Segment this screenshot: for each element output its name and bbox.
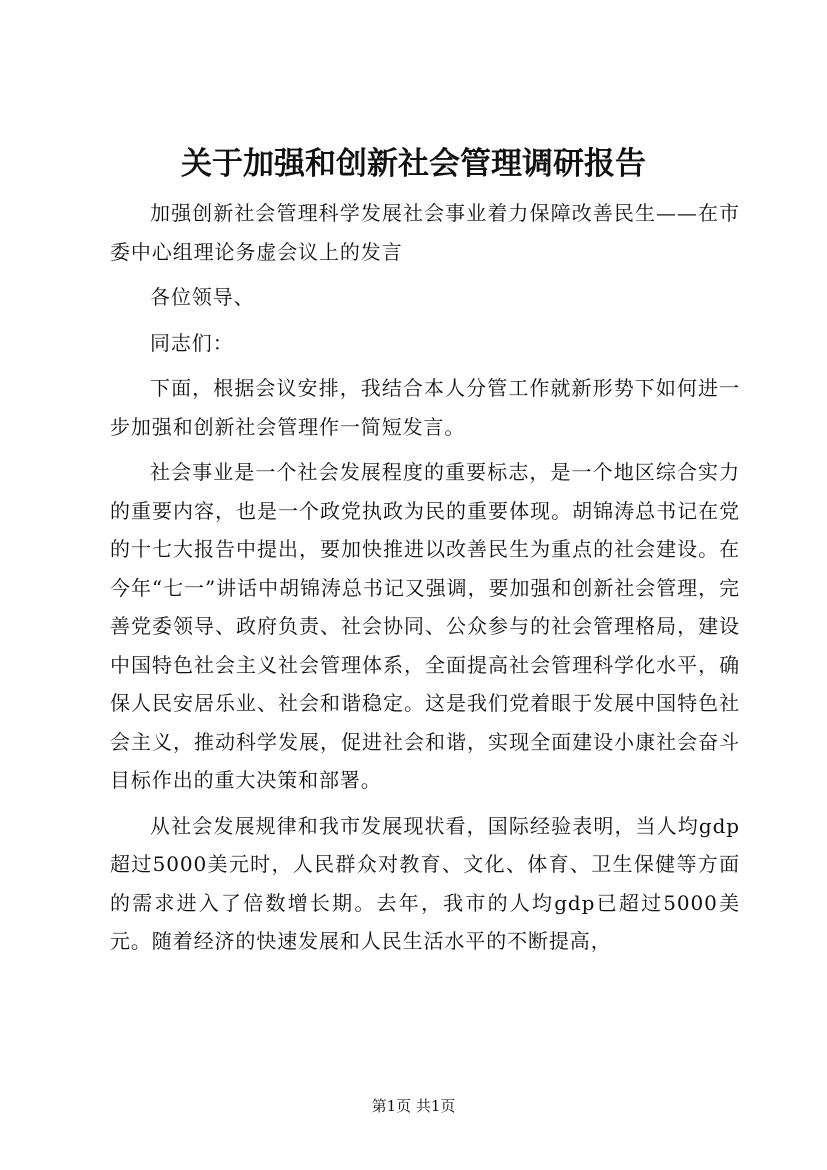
subtitle-paragraph: 加强创新社会管理科学发展社会事业着力保障改善民生——在市委中心组理论务虚会议上的发言 (110, 201, 740, 264)
document-title: 关于加强和创新社会管理调研报告 (181, 146, 646, 182)
salutation-comrades: 同志们： (150, 330, 234, 355)
page-footer: 第1页 共1页 (371, 1097, 456, 1115)
body-paragraph: 从社会发展规律和我市发展现状看，国际经验表明，当人均gdp超过5000美元时，人民群众对教育、文化、体育、卫生保健等方面的需求进入了倍数增长期。去年，我市的人均gdp已超过5000美元。随着经济的快速发展和人民生活水平的不断提高， (110, 813, 740, 953)
body-paragraph: 社会事业是一个社会发展程度的重要标志，是一个地区综合实力的重要内容，也是一个政党执政为民的重要体现。胡锦涛总书记在党的十七大报告中提出，要加快推进以改善民生为重点的社会建设。在今年“七一”讲话中胡锦涛总书记又强调，要加强和创新社会管理，完善党委领导、政府负责、社会协同、公众参与的社会管理格局，建设中国特色社会主义社会管理体系，全面提高社会管理科学化水平，确保人民安居乐业、社会和谐稳定。这是我们党着眼于发展中国特色社会主义，推动科学发展，促进社会和谐，实现全面建设小康社会奋斗目标作出的重大决策和部署。 (110, 460, 740, 792)
salutation-leaders: 各位领导、 (150, 285, 255, 309)
document-body (110, 194, 740, 961)
intro-paragraph: 下面，根据会议安排，我结合本人分管工作就新形势下如何进一步加强和创新社会管理作一简短发言。 (110, 376, 740, 439)
